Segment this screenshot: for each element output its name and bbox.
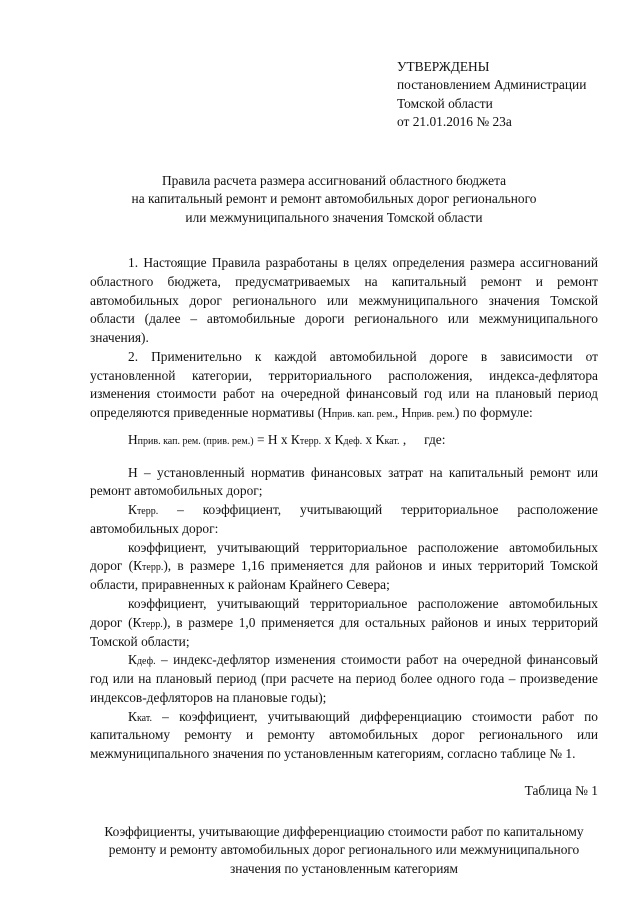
definition-k-def	[90, 651, 598, 707]
definition-text: ), в размере 1,0 применяется для остальных районов и иных территорий Томской области;	[90, 614, 598, 649]
symbol: Н	[322, 405, 332, 421]
formula-subscript: деф.	[343, 435, 363, 447]
approval-date-number: от 21.01.2016 № 23а	[397, 114, 512, 130]
approval-line: Томской области	[397, 95, 493, 111]
formula-subscript: кат.	[384, 435, 400, 447]
definition-k-terr-north	[90, 539, 598, 595]
definition-text: коэффициент, учитывающий территориальное расположение автомобильных дорог (К	[90, 539, 598, 574]
definition-text: – коэффициент, учитывающий дифференциацию стоимости работ по капитальному ремонту и ремонту автомобильных дорог регионального или межмуниципального значения по установленным категориям, согласно таблице № 1.	[90, 708, 598, 762]
formula-lhs: Н	[128, 431, 138, 447]
definition-text: – коэффициент, учитывающий территориальное расположение автомобильных дорог:	[90, 502, 598, 536]
symbol-subscript: деф.	[136, 656, 156, 668]
paragraph-2	[90, 348, 598, 423]
definition-k-terr	[90, 501, 598, 539]
definition-k-kat	[90, 708, 598, 764]
symbol: Н	[401, 405, 412, 421]
approval-line: постановлением Администрации	[397, 77, 587, 93]
symbol-subscript: терр.	[142, 562, 164, 574]
paragraph-2-text: 2. Применительно к каждой автомобильной дороге в зависимости от установленной категории, территориального расположения, индекса-дефлятора изменения стоимости работ на очередной финансовый год или на плановый период определяются приведенные нормативы (	[90, 348, 598, 421]
approval-heading: УТВЕРЖДЕНЫ	[397, 59, 490, 74]
paragraph-2-tail: ) по формуле:	[454, 405, 533, 421]
symbol-subscript: кат.	[136, 712, 152, 724]
formula-lhs-subscript: прив. кап. рем. (прив. рем.)	[137, 435, 254, 447]
definition-text: – индекс-дефлятор изменения стоимости работ на очередной финансовый год или на плановый период (при расчете на период более одного года – произведение индексов-дефляторов на плановые годы);	[90, 652, 598, 705]
formula-rhs: х К	[321, 431, 344, 447]
paragraph-1: 1. Настоящие Правила разработаны в целях определения размера ассигнований областного бюджета, предусматриваемых на капитальный ремонт и ремонт автомобильных дорог регионального или межмуниципального значения Томской области (далее – автомобильные дороги регионального или межмуниципального значения).	[90, 255, 598, 346]
table-label: Таблица № 1	[524, 782, 598, 798]
separator: ,	[394, 405, 402, 421]
formula-where: где:	[424, 431, 446, 447]
symbol-subscript: терр.	[141, 618, 163, 630]
definition-text: коэффициент, учитывающий территориальное расположение автомобильных дорог (К	[90, 596, 598, 630]
table-caption: Коэффициенты, учитывающие дифференциацию стоимости работ по капитальному ремонту и ремонту автомобильных дорог регионального или межмуниципального значения по установленным категориям	[104, 823, 584, 877]
title-line: Правила расчета размера ассигнований областного бюджета	[161, 173, 507, 188]
formula-rhs: = Н х К	[253, 431, 300, 447]
definition-text: ), в размере 1,16 применяется для районов и иных территорий Томской области, приравненных к районам Крайнего Севера;	[90, 558, 598, 593]
definition-k-terr-other	[90, 595, 598, 651]
document-body	[90, 254, 598, 879]
formula	[90, 431, 598, 450]
approval-block	[397, 58, 607, 131]
symbol-subscript: терр.	[136, 506, 159, 518]
symbol: К	[128, 502, 137, 518]
symbol: К	[128, 708, 137, 724]
formula-end: ,	[399, 431, 407, 447]
document-title	[80, 172, 588, 227]
formula-rhs: х К	[362, 431, 385, 447]
definition-norm: Н – установленный норматив финансовых затрат на капитальный ремонт или ремонт автомобильных дорог;	[90, 464, 598, 499]
symbol: К	[128, 652, 137, 668]
title-line: на капитальный ремонт и ремонт автомобильных дорог регионального	[131, 191, 537, 207]
formula-subscript: терр.	[299, 435, 322, 447]
symbol-subscript: прив. рем.	[411, 409, 455, 421]
title-line: или межмуниципального значения Томской области	[185, 209, 483, 225]
symbol-subscript: прив. кап. рем.	[331, 409, 395, 421]
